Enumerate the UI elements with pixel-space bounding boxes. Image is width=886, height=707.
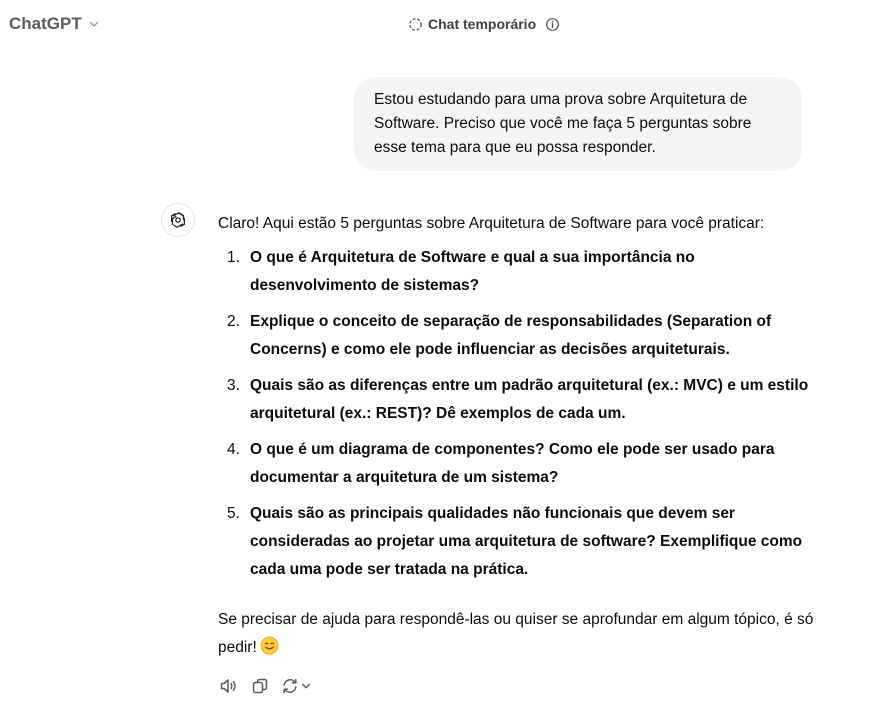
list-item-number: 5. — [227, 505, 240, 522]
message-actions — [219, 677, 311, 695]
list-item — [227, 244, 818, 300]
question-list — [218, 244, 818, 584]
list-item-number: 2. — [227, 313, 240, 330]
info-icon[interactable] — [545, 17, 560, 32]
temporary-chat-label: Chat temporário — [428, 16, 537, 32]
temporary-chat-indicator[interactable] — [408, 16, 560, 32]
assistant-message — [218, 210, 818, 662]
list-item-number: 4. — [227, 441, 240, 458]
list-item — [227, 500, 818, 584]
smiling-face-emoji-icon — [260, 636, 279, 655]
chevron-down-icon — [88, 18, 100, 30]
list-item-text: Explique o conceito de separação de responsabilidades (Separation of Concerns) e como ele pode influenciar as decisões arquiteturais. — [250, 313, 772, 358]
list-item-number: 3. — [227, 377, 240, 394]
assistant-avatar — [161, 203, 195, 237]
list-item — [227, 436, 818, 492]
read-aloud-button[interactable] — [219, 677, 239, 695]
model-name: ChatGPT — [9, 14, 82, 33]
assistant-outro-text: Se precisar de ajuda para respondê-las ou quiser se aprofundar em algum tópico, é só pedir! — [218, 611, 814, 656]
list-item — [227, 372, 818, 428]
regenerate-button[interactable] — [281, 677, 311, 695]
copy-icon — [251, 677, 269, 695]
model-switcher[interactable] — [9, 14, 100, 34]
list-item-number: 1. — [227, 249, 240, 266]
read-aloud-icon — [219, 677, 239, 695]
openai-logo-icon — [168, 210, 188, 230]
list-item-text: O que é Arquitetura de Software e qual a sua importância no desenvolvimento de sistemas? — [250, 249, 695, 294]
chevron-down-icon — [301, 681, 311, 691]
user-message-bubble — [354, 77, 802, 171]
assistant-intro: Claro! Aqui estão 5 perguntas sobre Arquitetura de Software para você praticar: — [218, 215, 765, 232]
regenerate-icon — [281, 677, 299, 695]
assistant-outro — [218, 606, 818, 662]
user-message-text: Estou estudando para uma prova sobre Arquitetura de Software. Preciso que você me faça 5 perguntas sobre esse tema para que eu possa responder. — [374, 91, 752, 156]
temporary-chat-icon — [408, 17, 423, 32]
top-bar — [0, 0, 886, 52]
list-item — [227, 308, 818, 364]
list-item-text: O que é um diagrama de componentes? Como ele pode ser usado para documentar a arquitetura de um sistema? — [250, 441, 775, 486]
copy-button[interactable] — [251, 677, 269, 695]
list-item-text: Quais são as diferenças entre um padrão arquitetural (ex.: MVC) e um estilo arquitetural (ex.: REST)? Dê exemplos de cada um. — [250, 377, 809, 422]
list-item-text: Quais são as principais qualidades não funcionais que devem ser consideradas ao projetar uma arquitetura de software? Exemplifique como cada uma pode ser tratada na prática. — [250, 505, 803, 578]
